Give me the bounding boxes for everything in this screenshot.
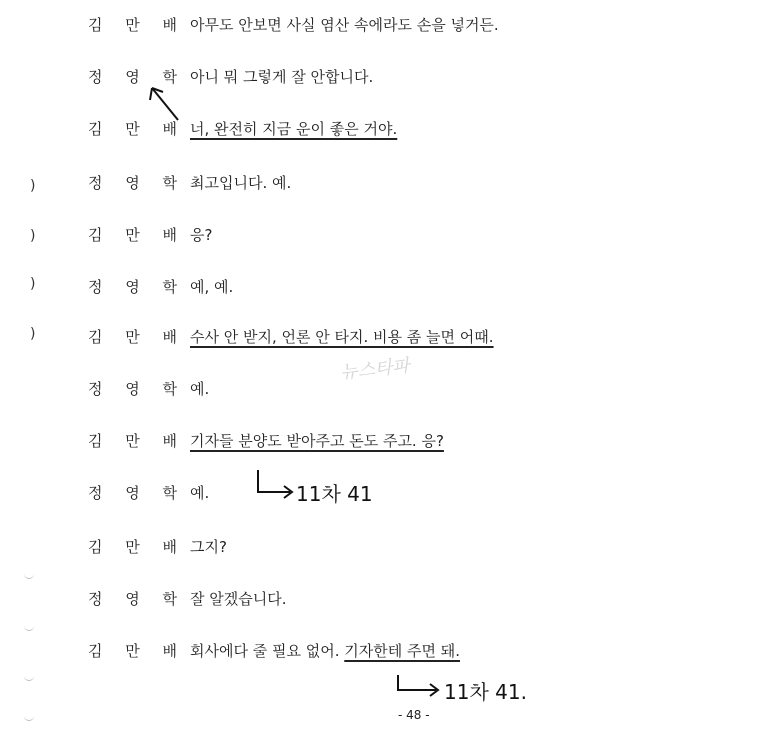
underlined-text: 너, 완전히 지금 운이 좋은 거야. [190,120,398,138]
dialogue-text: 아무도 안보면 사실 염산 속에라도 손을 넣거든. [190,16,499,34]
speaker-name: 김 만 배 [88,120,187,138]
margin-mark: ) [30,326,36,342]
speaker-name: 김 만 배 [88,16,187,34]
dialogue-text: 최고입니다. 예. [190,174,292,192]
speaker-name: 정 영 학 [88,380,187,398]
dialogue-text: 잘 알겠습니다. [190,590,287,608]
speaker-name: 정 영 학 [88,590,187,608]
speaker-name: 정 영 학 [88,484,187,502]
dialogue-text: 그지? [190,538,227,556]
margin-mark: ) [30,276,36,292]
underlined-text: 기자들 분양도 받아주고 돈도 주고. 응? [190,432,444,450]
speaker-name: 정 영 학 [88,278,187,296]
dialogue-text: 아니 뭐 그렇게 잘 안합니다. [190,68,374,86]
handwritten-note-bottom: 11차 41. [444,680,527,704]
speaker-name: 김 만 배 [88,226,187,244]
margin-mark: ) [30,228,36,244]
page-number: - 48 - [398,708,430,722]
handwritten-note-row10: 11차 41 [296,482,373,506]
dialogue-text: 예. [190,380,210,398]
underlined-text: 기자한테 주면 돼. [344,642,461,660]
speaker-name: 김 만 배 [88,538,187,556]
dialogue-text: 예, 예. [190,278,234,296]
speaker-name: 정 영 학 [88,68,187,86]
margin-mark: ) [30,178,36,194]
dialogue-text: 회사에다 줄 필요 없어. [190,642,345,660]
speaker-name: 김 만 배 [88,328,187,346]
dialogue-text: 예. [190,484,210,502]
speaker-name: 김 만 배 [88,432,187,450]
speaker-name: 김 만 배 [88,642,187,660]
underlined-text: 수사 안 받지, 언론 안 타지. 비용 좀 늘면 어때. [190,328,494,346]
speaker-name: 정 영 학 [88,174,187,192]
dialogue-text: 응? [190,226,213,244]
watermark: 뉴스타파 [339,355,411,384]
